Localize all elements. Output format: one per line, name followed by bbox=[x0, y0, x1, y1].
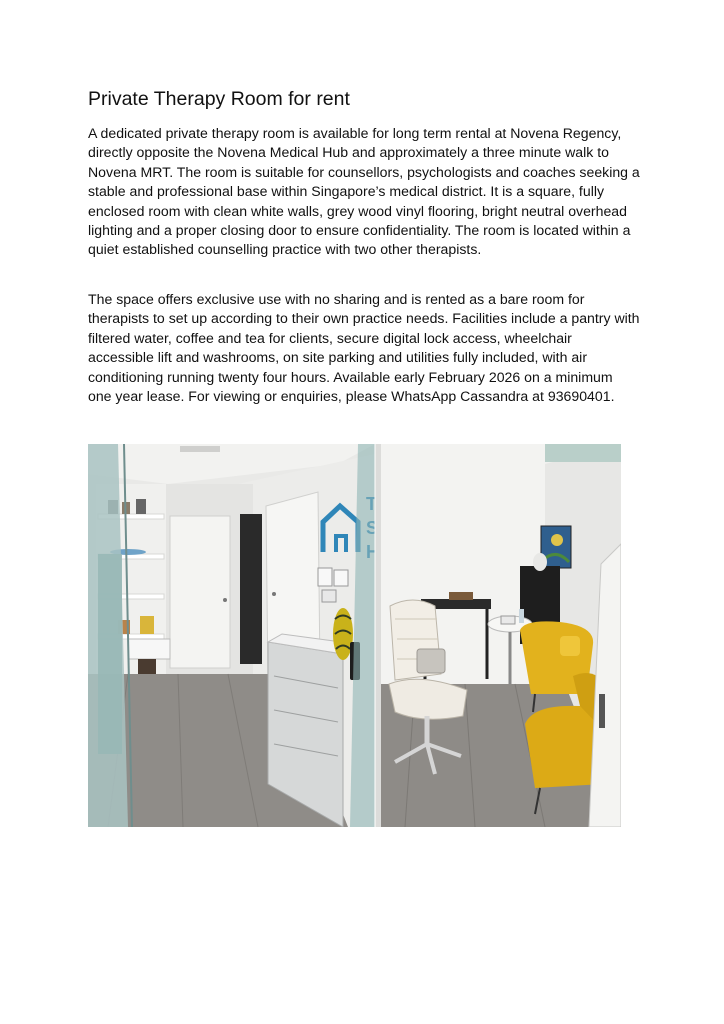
therapy-room-photo bbox=[375, 444, 621, 827]
page-title: Private Therapy Room for rent bbox=[88, 88, 350, 110]
description-paragraph-2: The space offers exclusive use with no sharing and is rented as a bare room for therapists to set up according to their own practice needs. Facilities include a pantry with filtered water, coffee and tea for clients, secure digital lock access, wheelchair accessible lift and washrooms, on site parking and utilities fully included, with air conditioning running twenty four hours. Available early February 2026 on a minimum one year lease. For viewing or enquiries, please WhatsApp Cassandra at 93690401. bbox=[88, 291, 640, 405]
room-photos bbox=[88, 444, 621, 827]
hallway-photo bbox=[88, 444, 379, 827]
description-paragraph-1: A dedicated private therapy room is available for long term rental at Novena Regency, directly opposite the Novena Medical Hub and approximately a three minute walk to Novena MRT. The room is suitable for counsellors, psychologists and coaches seeking a stable and professional base within Singapore’s medical district. It is a square, fully enclosed room with clean white walls, grey wood vinyl flooring, bright neutral overhead lighting and a proper closing door to ensure confidentiality. The room is located within a quiet established counselling practice with two other therapists. bbox=[88, 125, 640, 258]
